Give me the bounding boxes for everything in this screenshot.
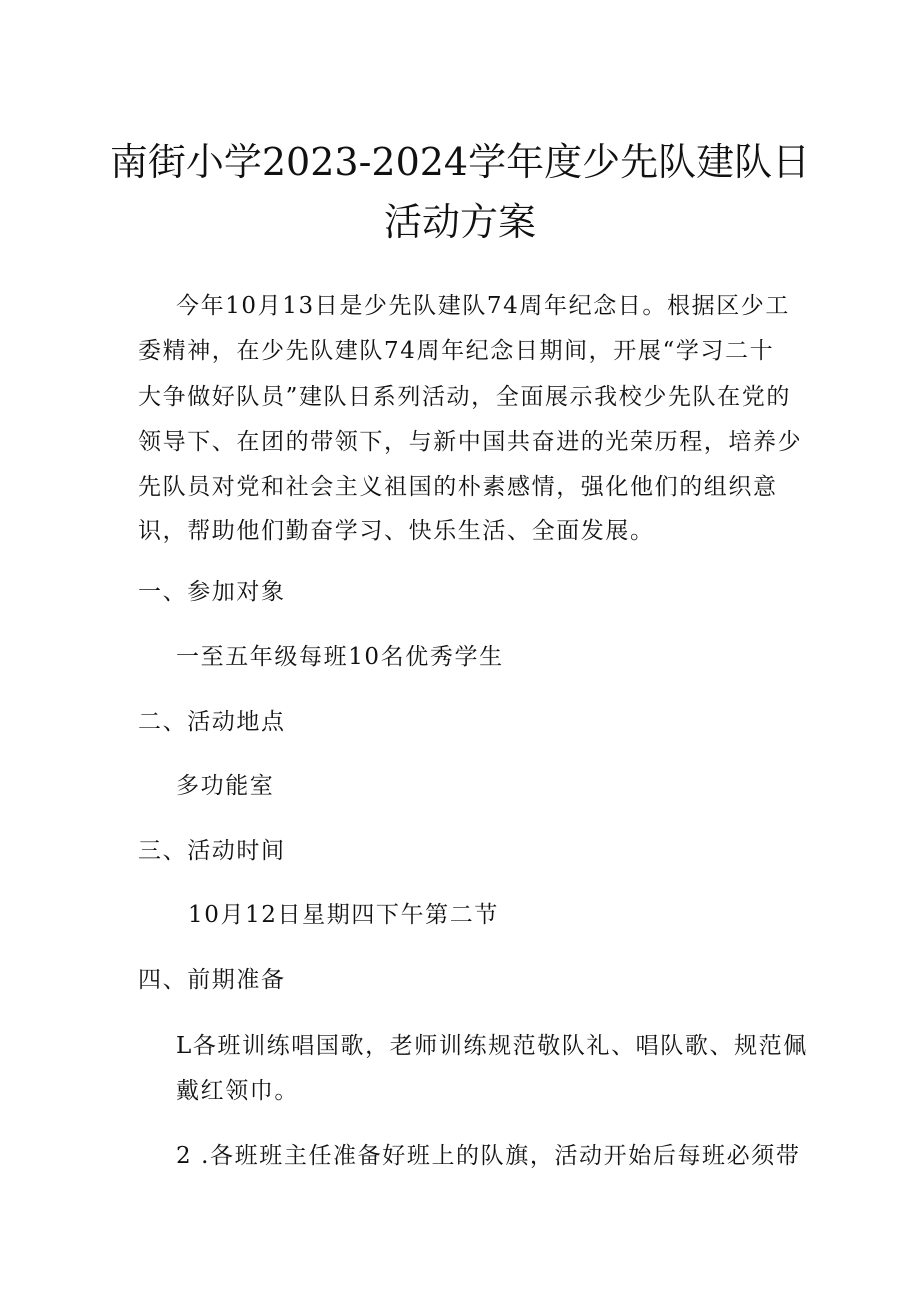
document-title-line-2: 活动方案 xyxy=(383,200,536,244)
preparation-item-1: L各班训练唱国歌，老师训练规范敬队礼、唱队歌、规范佩 xyxy=(176,1033,808,1059)
document-title-line-1: 南街小学2023-2024学年度少先队建队日 xyxy=(109,140,811,184)
section-content-time: 10月12日星期四下午第二节 xyxy=(188,902,499,928)
section-heading-time: 三、活动时间 xyxy=(138,838,286,864)
intro-line: 领导下、在团的带领下，与新中国共奋进的光荣历程，培养少 xyxy=(138,429,803,455)
section-heading-preparation: 四、前期准备 xyxy=(138,967,286,993)
intro-line: 先队员对党和社会主义祖国的朴素感情，强化他们的组织意 xyxy=(138,474,778,500)
section-content-participants: 一至五年级每班10名优秀学生 xyxy=(176,644,504,670)
intro-line: 识，帮助他们勤奋学习、快乐生活、全面发展。 xyxy=(138,518,655,544)
section-heading-participants: 一、参加对象 xyxy=(138,579,286,605)
intro-line: 今年10月13日是少先队建队74周年纪念日。根据区少工 xyxy=(176,293,790,319)
intro-line: 大争做好队员”建队日系列活动，全面展示我校少先队在党的 xyxy=(138,384,791,410)
section-heading-location: 二、活动地点 xyxy=(138,709,286,735)
section-content-location: 多功能室 xyxy=(176,773,275,799)
intro-line: 委精神，在少先队建队74周年纪念日期间，开展“学习二十 xyxy=(138,338,775,364)
preparation-item-1-cont: 戴红领巾。 xyxy=(176,1078,299,1104)
preparation-item-2: 2 .各班班主任准备好班上的队旗，活动开始后每班必须带 xyxy=(176,1143,801,1169)
